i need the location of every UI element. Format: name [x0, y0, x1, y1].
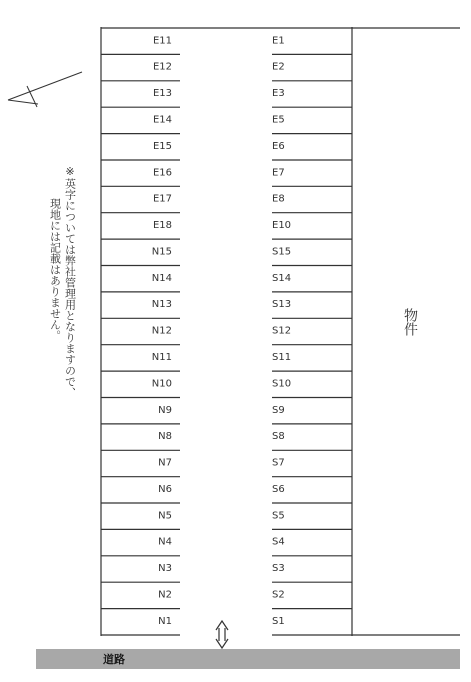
right-stall-label: E5	[272, 114, 285, 126]
left-stall-label: N10	[151, 378, 172, 390]
left-stall-label: E16	[152, 167, 172, 179]
right-stall-row	[272, 35, 352, 635]
right-stall-label: S5	[272, 510, 285, 522]
left-stall-label: N9	[158, 404, 172, 416]
right-stall-label: S12	[272, 325, 292, 337]
right-stall-label: E2	[272, 61, 285, 73]
left-stall-label: N8	[158, 431, 172, 443]
note-line-1: ※英字については弊社管理用となりますので、	[63, 165, 77, 398]
right-stall-label: E10	[272, 220, 292, 231]
right-stall-label: S3	[272, 563, 285, 575]
right-stall-label: E1	[272, 35, 285, 47]
left-stall-label: E17	[152, 193, 172, 205]
right-stall-label: S6	[272, 484, 285, 495]
left-stall-label: N1	[158, 615, 172, 627]
left-stall-label: N7	[158, 457, 172, 469]
right-stall-label: S13	[272, 299, 292, 311]
right-stall-label: S7	[272, 457, 285, 469]
left-stall-row	[101, 35, 180, 635]
left-stall-label: N2	[158, 589, 172, 601]
right-stall-label: S15	[272, 246, 292, 258]
note	[49, 165, 77, 398]
note-line-2: 現地には記載はありません。	[48, 198, 62, 341]
right-stall-label: S4	[272, 536, 285, 548]
left-stall-label: N13	[151, 299, 172, 311]
right-stall-label: S9	[272, 404, 285, 416]
entrance-arrow-icon	[216, 621, 228, 648]
left-stall-label: N4	[158, 536, 172, 548]
right-stall-label: S1	[272, 615, 285, 627]
right-stall-label: S2	[272, 589, 285, 601]
building-label: 物件	[402, 308, 418, 336]
right-stall-label: E7	[272, 167, 285, 179]
left-stall-label: N6	[158, 484, 172, 495]
right-stall-label: S11	[272, 352, 292, 363]
left-stall-label: E13	[152, 88, 172, 100]
left-stall-label: N14	[151, 272, 172, 284]
left-stall-label: N15	[151, 246, 172, 258]
road	[36, 649, 460, 669]
north-arrow-icon	[8, 72, 82, 107]
left-stall-label: N3	[158, 563, 172, 575]
left-stall-label: N12	[151, 325, 172, 337]
left-stall-label: E12	[152, 61, 172, 73]
right-stall-label: E8	[272, 193, 285, 205]
right-stall-label: E6	[272, 140, 285, 152]
right-stall-label: S8	[272, 431, 285, 443]
road-label: 道路	[103, 653, 125, 666]
left-stall-label: E14	[152, 114, 172, 126]
right-stall-label: S14	[272, 272, 292, 284]
left-stall-label: N11	[151, 352, 172, 363]
left-stall-label: E18	[152, 220, 172, 231]
right-stall-label: E3	[272, 88, 285, 100]
left-stall-label: N5	[158, 510, 172, 522]
left-stall-label: E15	[152, 140, 172, 152]
left-stall-label: E11	[152, 35, 172, 47]
right-stall-label: S10	[272, 378, 292, 390]
